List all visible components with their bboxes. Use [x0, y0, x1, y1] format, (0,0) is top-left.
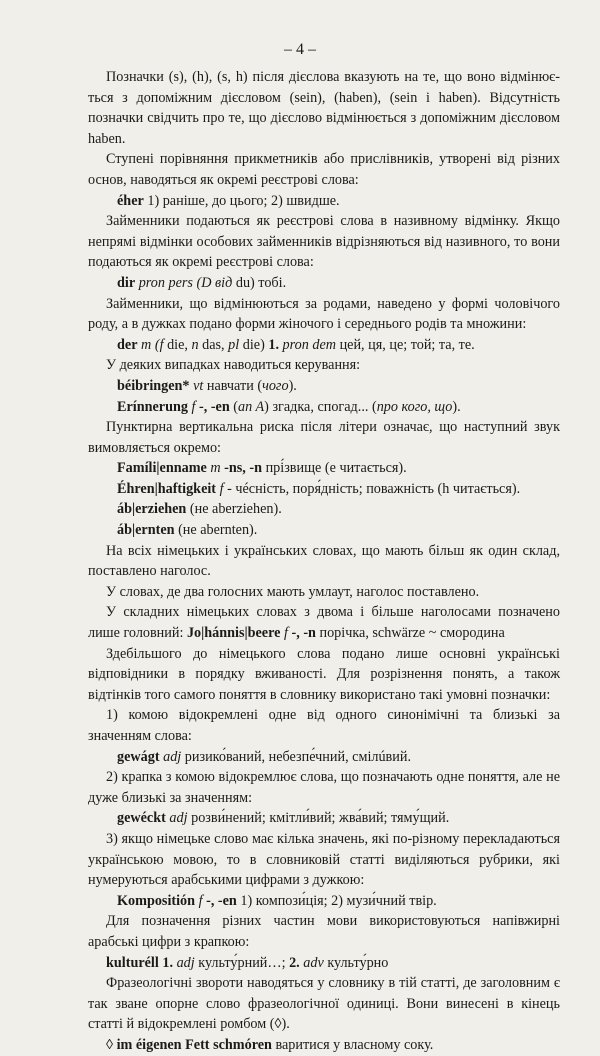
grammar-label: adj: [176, 954, 195, 971]
text-run: культу́рно: [323, 954, 389, 971]
text-run: Фразеологічні звороти наводяться у словнику в тій статті, де заголовним є так зване опорне слово фразеологічної одиниці. Вони винесені в кінець статті й відокремлені ромбом (◊).: [88, 975, 560, 1033]
text-run: навчати (: [203, 377, 263, 394]
paragraph: [88, 417, 560, 458]
text-run: Займенники подаються як реєстрові слова в називному відмінку. Якщо непрямі відмінки особових займенників відрізняються від називного, то вони подаються як окремі реєстрові слова:: [88, 213, 560, 271]
text-run: (не abernten).: [174, 522, 258, 539]
example-entry: [88, 479, 560, 500]
example-entry: [88, 397, 560, 418]
headword: -ns, -n: [224, 460, 263, 477]
paragraph: [88, 644, 560, 706]
text-run: (не aberziehen).: [186, 501, 282, 518]
text-run: Здебільшого до німецького слова подано лише основні українські відповідники в порядку вживаності. Для розрізнення понять, а також відтінків того самого поняття в словнику використано такі умовні позначки:: [88, 645, 560, 703]
grammar-label: pron dem: [282, 336, 337, 353]
paragraph: [88, 294, 560, 335]
paragraph: [88, 705, 560, 746]
headword: Éhren|haftigkeit: [117, 480, 217, 497]
paragraph: [88, 973, 560, 1035]
page-body: [88, 67, 560, 1056]
headword: Famíli|enname: [117, 460, 207, 477]
example-entry: [88, 520, 560, 541]
text-run: ).: [288, 377, 297, 394]
paragraph: [88, 355, 560, 376]
text-run: das,: [198, 336, 229, 353]
text-run: die,: [163, 336, 192, 353]
text-run: 2) крапка з комою відокремлює слова, що позначають одне поняття, але не дуже близькі за значенням:: [88, 769, 560, 806]
headword: Jo|hánnis|beere: [186, 625, 281, 642]
headword: Kompositión: [117, 892, 196, 909]
grammar-label: pron pers (D від: [138, 274, 233, 291]
grammar-label: pl: [228, 336, 240, 353]
headword: kulturéll 1.: [106, 954, 174, 971]
text-run: - чéсність, поря́дність; поважність (h читається).: [223, 480, 521, 497]
text-run: У складних німецьких словах з двома і більше наголосами позначено лише головний:: [88, 604, 560, 642]
paragraph: [88, 1035, 560, 1056]
headword: Erínnerung: [117, 398, 188, 415]
text-run: варитися у власному соку.: [271, 1036, 434, 1053]
paragraph: [88, 829, 560, 891]
headword: -, -en: [206, 892, 237, 909]
text-run: У словах, де два голосних мають умлаут, наголос поставлено.: [106, 583, 480, 600]
paragraph: [88, 582, 560, 603]
example-entry: [88, 458, 560, 479]
paragraph: [88, 211, 560, 273]
example-entry: [88, 335, 560, 356]
headword: 1.: [268, 336, 279, 353]
example-entry: [88, 891, 560, 912]
headword: gewéckt: [117, 810, 166, 827]
text-run: Пунктирна вертикальна риска після літери означає, що наступний звук вимовляється окремо:: [88, 419, 560, 456]
headword: im éigenen Fett schmóren: [116, 1036, 272, 1053]
example-entry: [88, 191, 560, 212]
text-run: прі́звище (е читається).: [262, 460, 407, 477]
text-run: Для позначення різних частин мови використовуються напівжирні арабські цифри з крапкою:: [88, 913, 560, 950]
paragraph: [88, 767, 560, 808]
paragraph: [88, 149, 560, 190]
text-run: die): [239, 336, 269, 353]
example-entry: [88, 499, 560, 520]
text-run: 1) раніше, до цього; 2) швидше.: [143, 192, 340, 209]
text-run: порічка, schwärze ~ смородина: [315, 625, 505, 642]
text-run: У деяких випадках наводиться керування:: [106, 357, 361, 374]
headword: -, -n: [291, 625, 316, 642]
page-number: – 4 –: [284, 41, 316, 58]
headword: 2.: [289, 954, 300, 971]
headword: áb|erziehen: [117, 501, 187, 518]
paragraph: [88, 602, 560, 643]
grammar-label: an A: [238, 398, 265, 415]
headword: der: [117, 336, 138, 353]
text-run: Ступені порівняння прикметників або прислівників, утворені від різних основ, наводяться як окремі реєстрові слова:: [88, 151, 560, 188]
grammar-label: f: [219, 480, 224, 497]
example-entry: [88, 376, 560, 397]
grammar-label: f: [284, 625, 288, 642]
text-run: (: [229, 398, 239, 415]
grammar-label: чого: [262, 377, 289, 394]
grammar-label: f: [198, 892, 203, 909]
grammar-label: m: [210, 460, 221, 477]
text-run: розви́нений; кмітли́вий; жва́вий; тяму́щий.: [187, 810, 450, 827]
example-entry: [88, 273, 560, 294]
grammar-label: adv: [303, 954, 324, 971]
headword: gewágt: [117, 748, 160, 765]
text-run: Позначки (s), (h), (s, h) після дієслова вказують на те, що воно відмінює-ться з допоміжним дієсловом (sein), (haben), (sein i haben). Відсутність позначки свідчить про те, що дієслово відмінюється з допоміжним дієсловом haben.: [88, 69, 560, 147]
text-run: 1) комою відокремлені одне від одного синонімічні та близькі за значенням слова:: [88, 707, 560, 744]
text-run: цей, ця, це; той; та, те.: [336, 336, 475, 353]
example-entry: [88, 808, 560, 829]
text-run: ).: [452, 398, 461, 415]
grammar-label: m (f: [141, 336, 164, 353]
grammar-label: adj: [169, 810, 188, 827]
text-run: культу́рний…;: [194, 954, 290, 971]
text-run: На всіх німецьких і українських словах, що мають більш як один склад, поставлено наголос.: [88, 542, 560, 580]
headword: áb|ernten: [117, 522, 175, 539]
text-run: 1) компози́ція; 2) музи́чний твір.: [236, 892, 437, 909]
text-run: ) згадка, спогад... (: [264, 398, 377, 415]
grammar-label: про кого, що: [376, 398, 453, 415]
headword: dir: [117, 274, 136, 291]
example-entry: [88, 747, 560, 768]
headword: béibringen*: [117, 377, 190, 394]
example-entry: [88, 953, 560, 974]
grammar-label: adj: [163, 748, 182, 765]
text-run: ризико́ваний, небезпе́чний, смілúвий.: [181, 748, 411, 765]
text-run: ◊: [106, 1036, 117, 1053]
text-run: Займенники, що відмінюються за родами, наведено у формі чоловічого роду, а в дужках подано форми жіночого і середнього родів та множини:: [88, 295, 560, 333]
paragraph: [88, 541, 560, 582]
grammar-label: f: [191, 398, 196, 415]
headword: -, -en: [199, 398, 230, 415]
text-run: 3) якщо німецьке слово має кілька значень, які по-різному перекладаються українською мовою, то в словниковій статті виділяються рубрики, які нумеруються арабськими цифрами з дужкою:: [88, 830, 560, 889]
paragraph: [88, 911, 560, 952]
paragraph: [88, 67, 560, 149]
grammar-label: vt: [193, 377, 204, 394]
grammar-label: n: [191, 336, 199, 353]
text-run: du) тобі.: [232, 274, 287, 291]
headword: éher: [117, 192, 144, 209]
